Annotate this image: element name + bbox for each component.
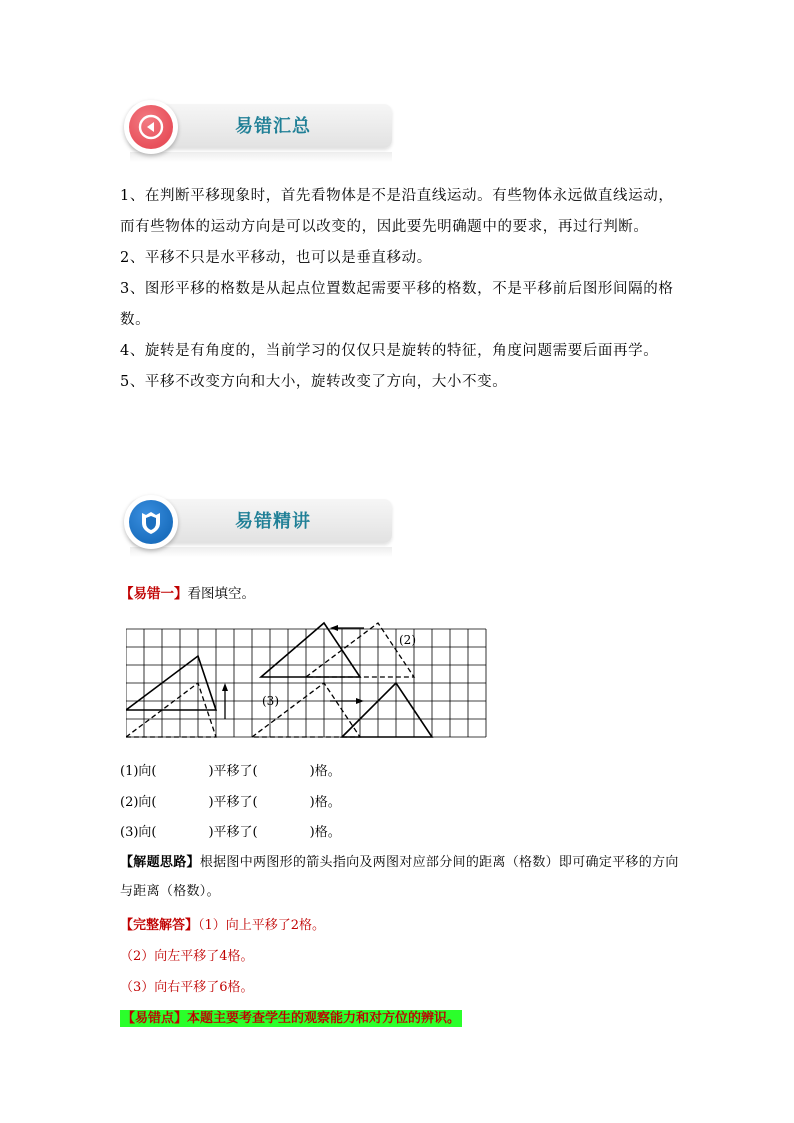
section-banner-explain	[120, 495, 392, 557]
problem-prompt: 看图填空。	[187, 586, 255, 602]
shape-3-moved	[342, 683, 432, 737]
blank-line: (2)向( )平移了( )格。	[120, 795, 341, 810]
grid-lines	[126, 629, 486, 737]
shape-3-label: (3)	[262, 694, 279, 708]
shape-2-label: (2)	[399, 633, 416, 647]
summary-item: 5、平移不改变方向和大小，旋转改变了方向，大小不变。	[120, 374, 508, 390]
idea-tag: 【解题思路】	[120, 855, 200, 870]
point-tag: 【易错点】	[122, 1011, 188, 1026]
translation-grid-figure	[126, 617, 494, 741]
back-arrow-icon	[129, 105, 173, 149]
arrow-left-head	[330, 625, 338, 631]
summary-list	[120, 181, 680, 398]
summary-item: 1、在判断平移现象时，首先看物体是不是沿直线运动。有些物体永远做直线运动，而有些物体的运动方向是可以改变的，因此要先明确题中的要求，再过行判断。	[120, 188, 674, 235]
banner-reflection	[130, 547, 392, 557]
problem-tag: 【易错一】	[120, 586, 188, 602]
section-title: 易错汇总	[235, 116, 311, 137]
section-banner-summary	[120, 100, 392, 162]
banner-reflection	[130, 152, 392, 162]
point-text: 本题主要考查学生的观察能力和对方位的辨识。	[187, 1011, 461, 1026]
arrow-up-head	[222, 683, 228, 691]
blank-line: (1)向( )平移了( )格。	[120, 764, 341, 779]
banner-badge	[124, 100, 178, 154]
answer-line	[120, 914, 325, 933]
summary-item: 4、旋转是有角度的，当前学习的仅仅只是旋转的特征，角度问题需要后面再学。	[120, 343, 659, 359]
shield-icon	[129, 500, 173, 544]
error-point-highlight	[120, 1010, 462, 1027]
idea-text: 根据图中两图形的箭头指向及两图对应部分间的距离（格数）即可确定平移的方向与距离（格数）。	[120, 855, 679, 899]
summary-item: 3、图形平移的格数是从起点位置数起需要平移的格数，不是平移前后图形间隔的格数。	[120, 281, 674, 328]
answer-tag: 【完整解答】	[120, 918, 199, 933]
shape-2-moved	[261, 623, 360, 677]
answer-line: （2）向左平移了4格。	[120, 949, 254, 964]
section-title: 易错精讲	[235, 511, 311, 532]
answer-1: （1）向上平移了2格。	[198, 918, 326, 933]
error-point	[120, 1007, 462, 1026]
banner-badge	[124, 495, 178, 549]
blank-line: (3)向( )平移了( )格。	[120, 825, 341, 840]
solution-idea	[120, 848, 680, 906]
problem-heading	[120, 582, 255, 602]
summary-item: 2、平移不只是水平移动，也可以是垂直移动。	[120, 250, 432, 266]
answer-line: （3）向右平移了6格。	[120, 980, 254, 995]
